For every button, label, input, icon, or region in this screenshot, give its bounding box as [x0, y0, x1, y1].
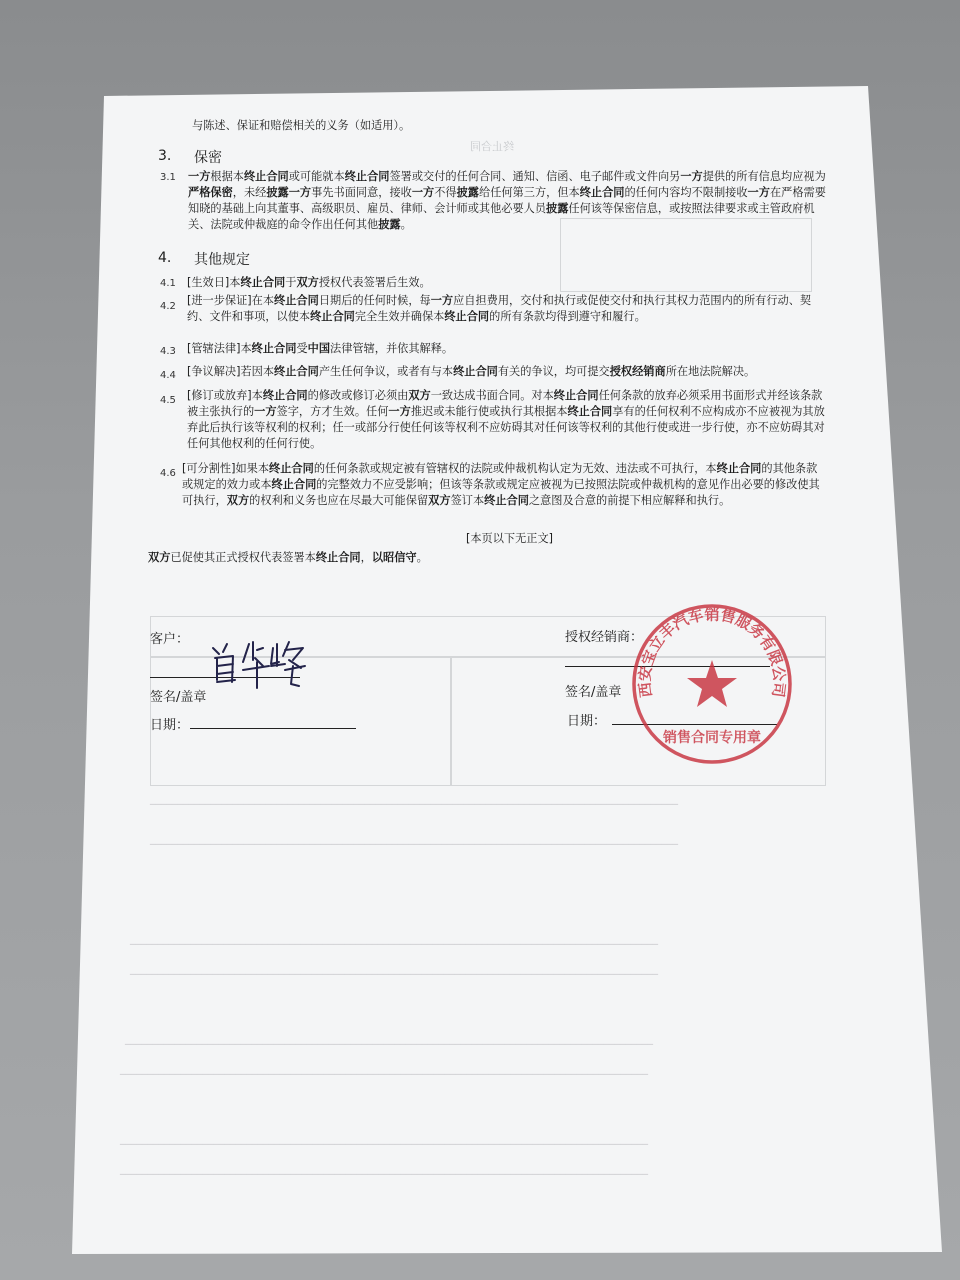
seal-ring-text: 西安宝立丰汽车销售服务有限公司	[635, 605, 789, 699]
witness-statement: 双方已促使其正式授权代表签署本终止合同，以昭信守。	[148, 551, 428, 564]
clause-line: 被主张执行的一方签字，方才生效。任何一方推迟或未能行使或执行其根据本终止合同享有的任何权利不应构成亦不应被视为其放	[187, 405, 825, 418]
clause-line: [可分割性]如果本终止合同的任何条款或规定被有管辖权的法院或仲裁机构认定为无效、违法或不可执行，本终止合同的其他条款	[182, 462, 818, 475]
show-through-table	[560, 218, 812, 292]
clause-number: 4.6	[160, 468, 176, 479]
customer-date-label: 日期：	[150, 718, 190, 733]
clause-line: 知晓的基础上向其董事、高级职员、雇员、律师、会计师或其他必要人员披露任何该等保密信息，或按照法律要求或主管政府机	[188, 202, 815, 215]
show-through-text: ________________________________________________________________________________________________	[150, 832, 678, 845]
customer-label: 客户：	[150, 632, 190, 647]
clause-line: 严格保密，未经披露一方事先书面同意，接收一方不得披露给任何第三方，但本终止合同的任何内容均不限制接收一方在严格需要	[188, 186, 826, 199]
show-through-text: ________________________________________________________________________________________________	[125, 1032, 653, 1045]
clause-line: 约、文件和事项，以使本终止合同完全生效并确保本终止合同的所有条款均得到遵守和履行。	[187, 310, 646, 323]
customer-handwritten-signature	[205, 636, 315, 696]
dealer-label: 授权经销商：	[565, 630, 644, 645]
customer-date-line	[190, 728, 356, 729]
clause-number: 4.1	[160, 278, 176, 289]
clause-number: 4.5	[160, 395, 176, 406]
customer-sign-label: 签名/盖章	[150, 690, 207, 705]
clause-number: 4.3	[160, 346, 176, 357]
section-number: 4.	[158, 250, 172, 266]
clause-line: [管辖法律]本终止合同受中国法律管辖，并依其解释。	[187, 342, 454, 355]
show-through-text: ________________________________________________________________________________________________	[130, 932, 658, 945]
show-through-text: ________________________________________________________________________________________________	[120, 1062, 648, 1075]
clause-line: 弃此后执行该等权利的权利；任一或部分行使任何该等权利不应妨碍其对任何该等权利的其他行使或进一步行使，亦不应妨碍其对	[187, 421, 825, 434]
clause-line: [修订或放弃]本终止合同的修改或修订必须由双方一致达成书面合同。对本终止合同任何条款的放弃必须采用书面形式并经该条款	[187, 389, 823, 402]
continuation-line: 与陈述、保证和赔偿相关的义务（如适用）。	[192, 119, 411, 132]
clause-line: 关、法院或仲裁庭的命令作出任何其他披露。	[188, 218, 412, 231]
clause-line: 任何其他权利的任何行使。	[187, 437, 322, 450]
show-through-text: 终止合同	[470, 140, 514, 153]
clause-line: [生效日]本终止合同于双方授权代表签署后生效。	[187, 276, 431, 289]
end-of-text-note: [本页以下无正文]	[466, 532, 554, 545]
clause-line: 一方根据本终止合同或可能就本终止合同签署或交付的任何合同、通知、信函、电子邮件或文件向另一方提供的所有信息均应视为	[188, 170, 826, 183]
clause-number: 4.4	[160, 370, 176, 381]
dealer-date-label: 日期：	[567, 714, 607, 729]
show-through-text: ________________________________________________________________________________________________	[120, 1162, 648, 1175]
show-through-text: ________________________________________________________________________________________________	[120, 1132, 648, 1145]
show-through-text: ________________________________________________________________________________________________	[150, 792, 678, 805]
clause-line: [进一步保证]在本终止合同日期后的任何时候，每一方应自担费用，交付和执行或促使交付和执行其权力范围内的所有行动、契	[187, 294, 812, 307]
clause-number: 4.2	[160, 301, 176, 312]
dealer-sign-label: 签名/盖章	[565, 685, 622, 700]
clause-line: [争议解决]若因本终止合同产生任何争议，或者有与本终止合同有关的争议，均可提交授权经销商所在地法院解决。	[187, 365, 756, 378]
section-title: 其他规定	[194, 252, 250, 268]
show-through-divider	[450, 656, 452, 786]
show-through-text: ________________________________________________________________________________________________	[130, 962, 658, 975]
clause-line: 可执行，双方的权利和义务也应在尽最大可能保留双方签订本终止合同之意图及合意的前提下相应解释和执行。	[182, 494, 731, 507]
seal-inner-text: 销售合同专用章	[663, 730, 761, 746]
company-seal	[628, 600, 796, 772]
section-title: 保密	[194, 150, 222, 166]
clause-number: 3.1	[160, 172, 176, 183]
clause-line: 或规定的效力或本终止合同的完整效力不应受影响；但该等条款或规定应被视为已按照法院或仲裁机构的意见作出必要的修改使其	[182, 478, 820, 491]
section-number: 3.	[158, 148, 172, 164]
